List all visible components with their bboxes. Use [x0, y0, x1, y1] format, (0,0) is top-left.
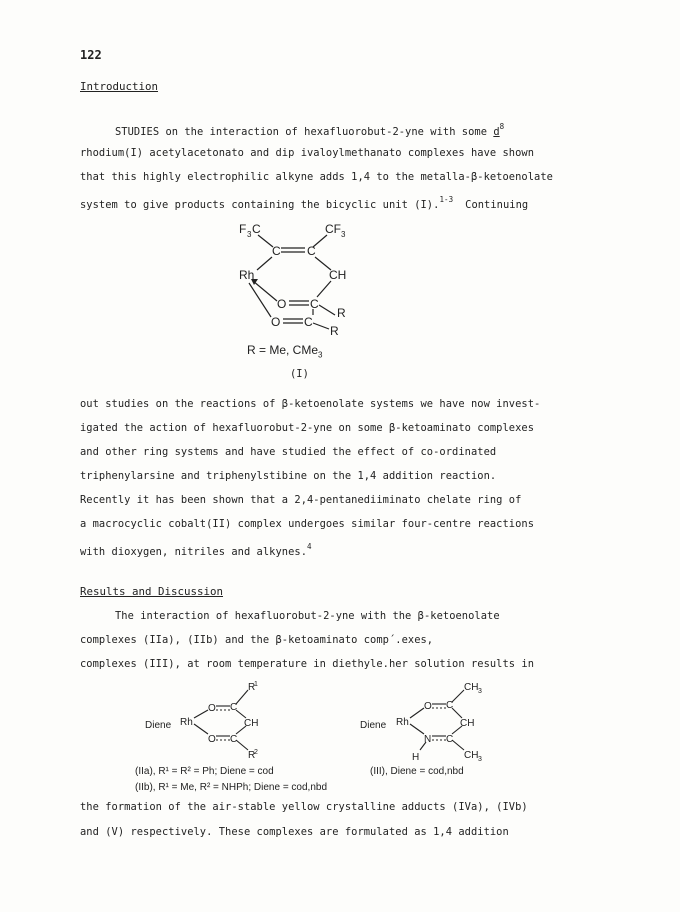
closing-line-1: the formation of the air-stable yellow crystalline adducts (IVa), (IVb) [80, 801, 528, 813]
intro-line-1 [115, 122, 504, 138]
caption-IIa: (IIa), R¹ = R² = Ph; Diene = cod [135, 766, 274, 777]
page-number: 122 [80, 48, 102, 62]
svg-text:H: H [412, 752, 420, 763]
svg-text:O: O [271, 315, 281, 329]
svg-text:C: C [446, 700, 454, 711]
p2-line-4: triphenylarsine and triphenylstibine on the 1,4 addition reaction. [80, 470, 497, 482]
svg-text:C: C [230, 734, 238, 745]
structure-I-label: (I) [290, 368, 309, 380]
p2-line-6: a macrocyclic cobalt(II) complex undergoes similar four-centre reactions [80, 518, 535, 530]
p2-line-2: igated the action of hexafluorobut-2-yne on some β-ketoaminato complexes [80, 422, 535, 434]
p2-line-1: out studies on the reactions of β-ketoenolate systems we have now invest- [80, 398, 541, 410]
intro-line-4-text: system to give products containing the bicyclic unit (I). [80, 199, 440, 211]
ref-4-superscript: 4 [307, 542, 312, 551]
caption-IIb: (IIb), R¹ = Me, R² = NHPh; Diene = cod,nbd [135, 782, 328, 793]
results-line-1: The interaction of hexafluorobut-2-yne with the β-ketoenolate [115, 610, 500, 622]
intro-line-2: rhodium(I) acetylacetonato and dip ivaloylmethanato complexes have shown [80, 147, 535, 159]
svg-text:O: O [277, 297, 287, 311]
heading-results: Results and Discussion [80, 585, 224, 598]
results-line-3: complexes (III), at room temperature in diethyle.her solution results in [80, 658, 535, 670]
svg-text:N: N [424, 734, 432, 745]
svg-text:R: R [337, 306, 346, 320]
structure-II-diagram [172, 680, 292, 760]
svg-text:3: 3 [478, 688, 482, 695]
svg-text:CF: CF [325, 222, 341, 236]
intro-line-3: that this highly electrophilic alkyne adds 1,4 to the metalla-β-ketoenolate [80, 171, 553, 183]
svg-text:CH: CH [464, 750, 479, 761]
svg-text:R: R [248, 750, 256, 760]
results-line-2: complexes (IIa), (IIb) and the β-ketoaminato comp´.exes, [80, 634, 434, 646]
heading-introduction: Introduction [80, 80, 159, 93]
intro-line-1-text: STUDIES on the interaction of hexafluorobut-2-yne with some [115, 126, 494, 138]
intro-line-4 [80, 195, 528, 211]
svg-text:C: C [307, 244, 316, 258]
structure-I-diagram [225, 215, 375, 340]
svg-text:CH: CH [329, 268, 347, 282]
svg-text:2: 2 [254, 749, 258, 756]
svg-text:O: O [208, 734, 216, 745]
svg-text:C: C [272, 244, 281, 258]
svg-text:CH: CH [244, 718, 259, 729]
svg-text:CH: CH [464, 682, 479, 693]
svg-text:O: O [424, 701, 432, 712]
f3c-label: F [239, 222, 247, 236]
p2-line-7 [80, 542, 312, 558]
svg-text:3: 3 [247, 230, 252, 239]
r-definition-sub: 3 [318, 350, 323, 360]
ref-superscript: 1-3 [439, 195, 454, 204]
svg-text:1: 1 [254, 681, 258, 688]
svg-text:CH: CH [460, 718, 475, 729]
d8-superscript: 8 [499, 122, 505, 131]
closing-line-2: and (V) respectively. These complexes are formulated as 1,4 addition [80, 826, 509, 838]
svg-text:3: 3 [341, 230, 346, 239]
caption-III: (III), Diene = cod,nbd [370, 766, 464, 777]
p2-line-3: and other ring systems and have studied the effect of co-ordinated [80, 446, 497, 458]
svg-text:Rh: Rh [396, 717, 409, 728]
svg-text:C: C [304, 315, 313, 329]
intro-line-4-end: Continuing [465, 199, 529, 211]
svg-text:3: 3 [478, 756, 482, 763]
svg-text:Rh: Rh [180, 717, 193, 728]
d8-symbol: d [493, 126, 500, 138]
rh-label: Rh [239, 268, 255, 282]
svg-text:C: C [310, 297, 319, 311]
svg-text:C: C [446, 734, 454, 745]
svg-text:R: R [248, 682, 256, 693]
diene-label-II: Diene [145, 720, 172, 731]
p2-line-5: Recently it has been shown that a 2,4-pentanediiminato chelate ring of [80, 494, 522, 506]
structure-III-diagram [388, 680, 508, 765]
r-definition-text: R = Me, CMe [247, 343, 319, 357]
svg-text:O: O [208, 703, 216, 714]
p2-line-7-text: with dioxygen, nitriles and alkynes. [80, 546, 308, 558]
r-definition [247, 343, 322, 359]
diene-label-III: Diene [360, 720, 387, 731]
svg-text:C: C [230, 702, 238, 713]
svg-text:C: C [252, 222, 261, 236]
svg-text:R: R [330, 324, 339, 338]
